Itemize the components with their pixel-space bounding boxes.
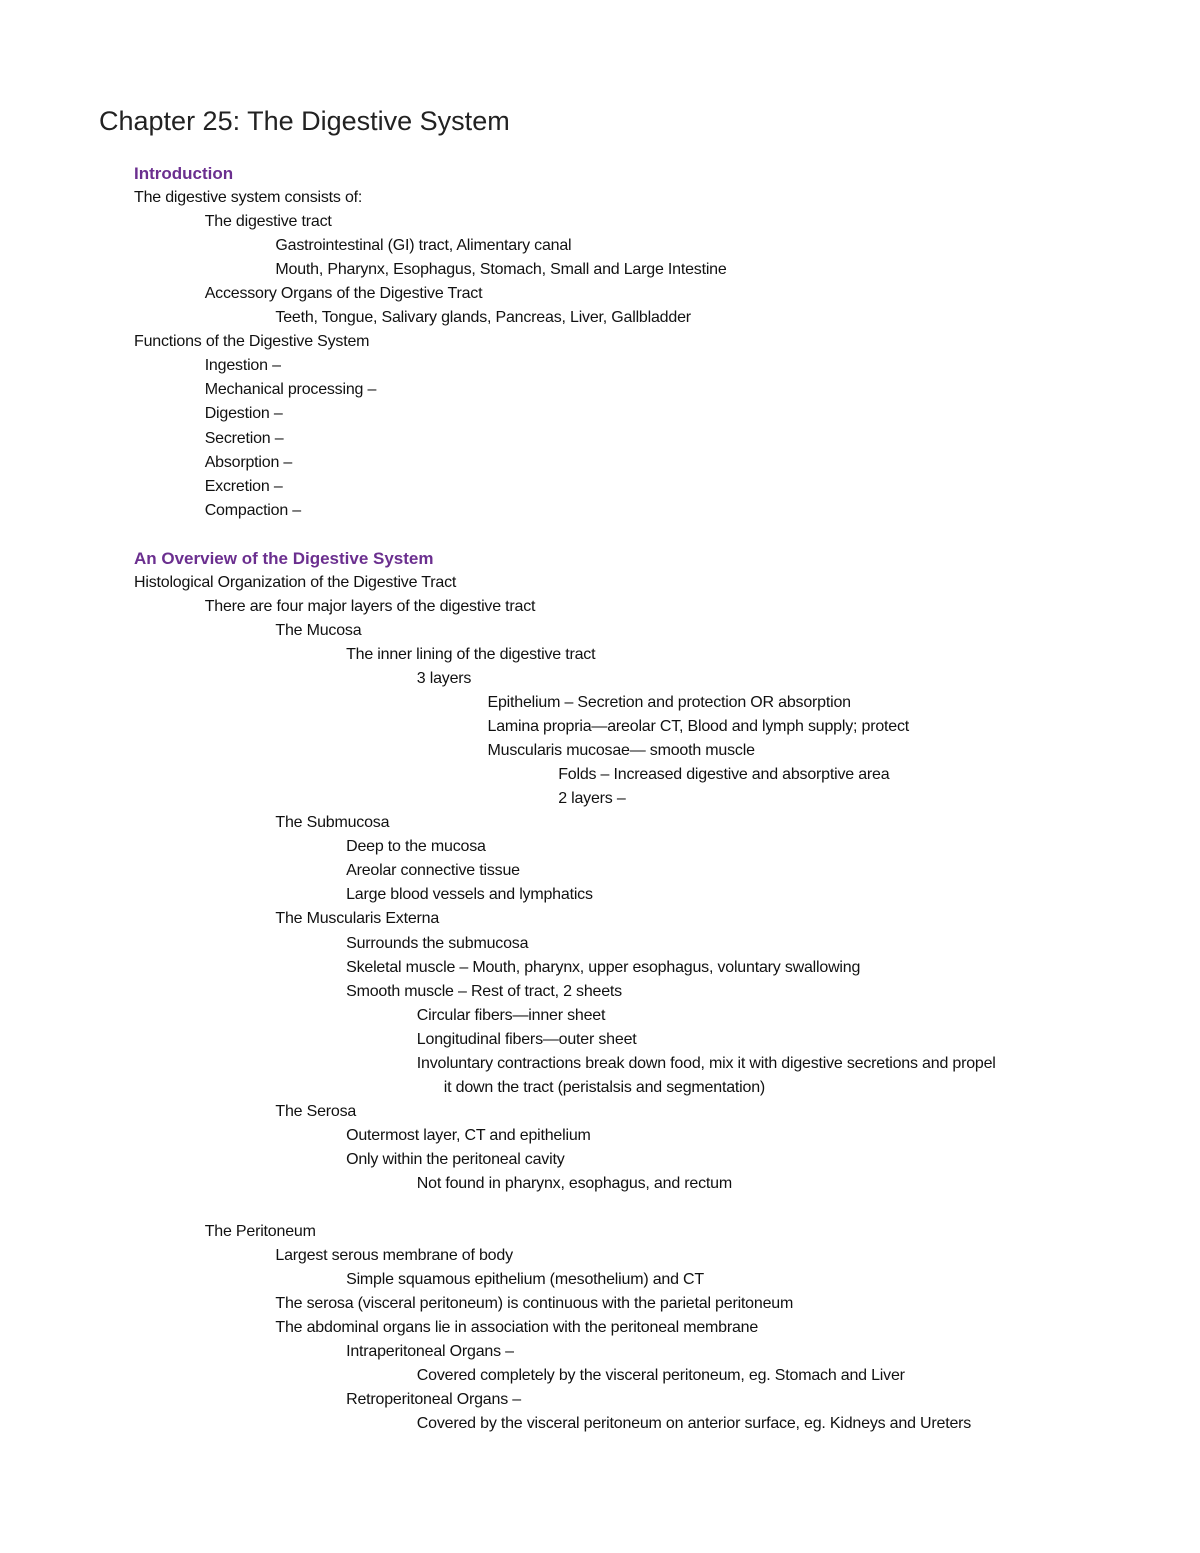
outline-line: The digestive tract <box>204 213 332 231</box>
outline-line: Muscularis mucosae— smooth muscle <box>487 742 755 760</box>
outline-line: Simple squamous epithelium (mesothelium) and CT <box>346 1271 704 1289</box>
outline-line: The serosa (visceral peritoneum) is continuous with the parietal peritoneum <box>275 1295 794 1313</box>
outline-line: Not found in pharynx, esophagus, and rectum <box>416 1174 732 1192</box>
outline-line: Digestion – <box>204 405 283 423</box>
outline-line: The abdominal organs lie in association with the peritoneal membrane <box>275 1319 759 1337</box>
blank-line <box>134 1196 1134 1220</box>
outline-line: Smooth muscle – Rest of tract, 2 sheets <box>346 982 622 1000</box>
section-heading: Introduction <box>134 164 234 183</box>
outline-line: Gastrointestinal (GI) tract, Alimentary canal <box>275 237 572 255</box>
outline-line: Teeth, Tongue, Salivary glands, Pancreas, Liver, Gallbladder <box>275 309 691 327</box>
outline-line: Accessory Organs of the Digestive Tract <box>204 285 483 303</box>
outline-line: 3 layers <box>416 669 472 687</box>
outline-line: Compaction – <box>204 501 302 519</box>
outline-line: Epithelium – Secretion and protection OR absorption <box>487 694 851 712</box>
outline-line: 2 layers – <box>558 790 626 808</box>
outline-line: Circular fibers—inner sheet <box>416 1006 606 1024</box>
outline-line: Ingestion – <box>204 357 281 375</box>
outline-line: Longitudinal fibers—outer sheet <box>416 1030 637 1048</box>
outline-line: Surrounds the submucosa <box>346 934 529 952</box>
outline-line: Large blood vessels and lymphatics <box>346 886 593 904</box>
outline-line: Lamina propria—areolar CT, Blood and lymph supply; protect <box>487 718 910 736</box>
outline-line: Retroperitoneal Organs – <box>346 1391 521 1409</box>
outline-line: Covered completely by the visceral peritoneum, eg. Stomach and Liver <box>416 1367 905 1385</box>
outline-line: Histological Organization of the Digestive Tract <box>134 573 457 591</box>
outline-line: Absorption – <box>204 453 293 471</box>
outline-line: The inner lining of the digestive tract <box>346 645 596 663</box>
page-title: Chapter 25: The Digestive System <box>99 106 510 136</box>
outline-line: The digestive system consists of: <box>134 189 363 207</box>
outline-line: Covered by the visceral peritoneum on anterior surface, eg. Kidneys and Ureters <box>416 1415 972 1433</box>
outline-line: Involuntary contractions break down food, mix it with digestive secretions and propel <box>416 1054 996 1072</box>
outline-line: Mechanical processing – <box>204 381 377 399</box>
blank-line <box>134 523 1134 547</box>
outline-line: The Peritoneum <box>204 1223 316 1241</box>
outline-line: The Muscularis Externa <box>275 910 440 928</box>
outline-line: Skeletal muscle – Mouth, pharynx, upper esophagus, voluntary swallowing <box>346 958 861 976</box>
outline-line: Only within the peritoneal cavity <box>346 1150 565 1168</box>
outline-line: The Submucosa <box>275 814 390 832</box>
outline-line: Largest serous membrane of body <box>275 1247 513 1265</box>
outline-line: Outermost layer, CT and epithelium <box>346 1126 591 1144</box>
outline-line: Excretion – <box>204 477 283 495</box>
outline-line: Secretion – <box>204 429 284 447</box>
outline-line: There are four major layers of the digestive tract <box>204 597 536 615</box>
outline-line: Deep to the mucosa <box>346 838 486 856</box>
outline-line-continuation: it down the tract (peristalsis and segmentation) <box>443 1078 766 1096</box>
outline-body <box>134 162 1134 1436</box>
outline-line: Folds – Increased digestive and absorptive area <box>558 766 890 784</box>
outline-line: Areolar connective tissue <box>346 862 520 880</box>
outline-line: The Serosa <box>275 1102 357 1120</box>
outline-line: Functions of the Digestive System <box>134 333 370 351</box>
outline-line: The Mucosa <box>275 621 362 639</box>
outline-line: Mouth, Pharynx, Esophagus, Stomach, Small and Large Intestine <box>275 261 727 279</box>
outline-line: Intraperitoneal Organs – <box>346 1343 514 1361</box>
section-heading: An Overview of the Digestive System <box>134 548 434 568</box>
